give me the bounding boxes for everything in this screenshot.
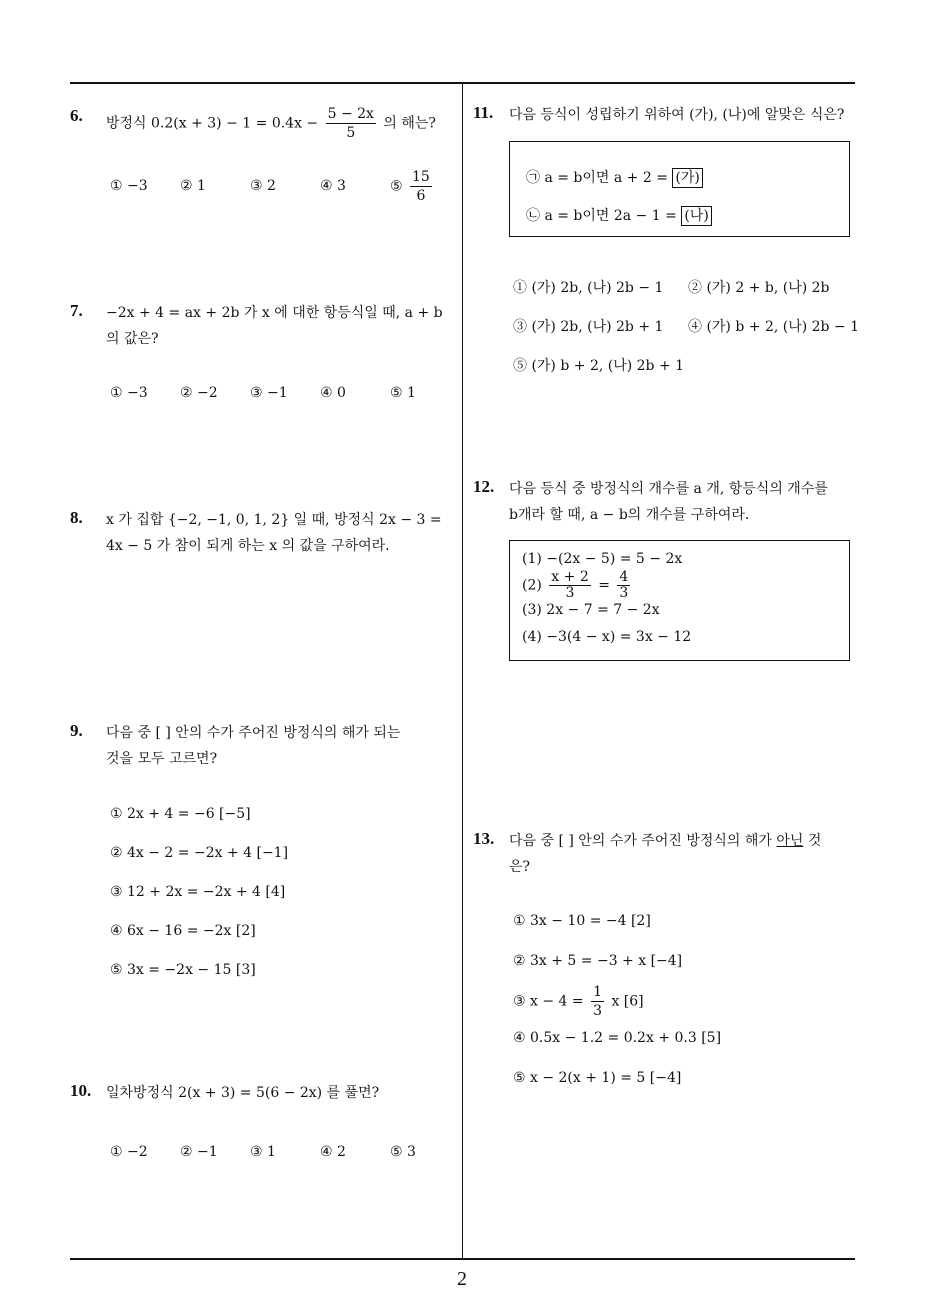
question-number: 9.: [70, 721, 83, 740]
page-number: 2: [457, 1268, 467, 1290]
option-1[interactable]: ① 2x + 4 = −6 [−5]: [110, 806, 251, 822]
question-10: [70, 1080, 461, 1106]
question-text: −2x + 4 = ax + 2b 가 x 에 대한 항등식일 때, a + b: [106, 305, 443, 321]
question-text: 다음 중 [ ] 안의 수가 주어진 방정식의 해가 아닌 것: [509, 833, 822, 849]
equation-1: (1) −(2x − 5) = 5 − 2x: [522, 551, 683, 567]
question-number: 13.: [473, 829, 495, 848]
option-2[interactable]: ② (가) 2 + b, (나) 2b: [688, 280, 830, 296]
equation-2: (2) $\frac{x + 2}{3}$ = $\frac{4}{3}$: [522, 569, 629, 601]
fraction: $\frac{4}{3}$: [619, 569, 629, 601]
option-1[interactable]: ① −3: [110, 385, 148, 401]
bottom-rule: [70, 1258, 855, 1260]
option-5[interactable]: ⑤ x − 2(x + 1) = 5 [−4]: [513, 1070, 682, 1086]
fraction: $\frac{15}{6}$: [412, 169, 430, 204]
question-text: 일차방정식 2(x + 3) = 5(6 − 2x) 를 풀면?: [106, 1085, 380, 1101]
question-number: 8.: [70, 508, 83, 527]
option-4[interactable]: ④ 3: [320, 178, 346, 194]
fraction: $\frac{1}{3}$: [593, 984, 602, 1019]
option-2[interactable]: ② 1: [180, 178, 206, 194]
question-text: x 가 집합 {−2, −1, 0, 1, 2} 일 때, 방정식 2x − 3 =: [106, 512, 442, 528]
condition-box: [509, 141, 850, 237]
box-line-1: ㉠ a = b이면 a + 2 = (가): [526, 167, 703, 188]
option-4[interactable]: ④ 6x − 16 = −2x [2]: [110, 923, 256, 939]
question-13: [473, 828, 864, 880]
option-5[interactable]: ⑤ (가) b + 2, (나) 2b + 1: [513, 358, 685, 374]
question-12: [473, 476, 864, 528]
question-text: 의 해는?: [383, 115, 436, 132]
option-5[interactable]: ⑤ $\frac{15}{6}$: [390, 169, 430, 204]
question-text: 4x − 5 가 참이 되게 하는 x 의 값을 구하여라.: [106, 538, 390, 554]
option-1[interactable]: ① −3: [110, 178, 148, 194]
question-number: 10.: [70, 1081, 92, 1100]
option-1[interactable]: ① 3x − 10 = −4 [2]: [513, 913, 651, 929]
question-text: 것을 모두 고르면?: [106, 751, 218, 767]
fraction: $\frac{x + 2}{3}$: [551, 569, 589, 601]
question-number: 12.: [473, 477, 495, 496]
blank-tag: (가): [672, 168, 702, 188]
option-2[interactable]: ② 3x + 5 = −3 + x [−4]: [513, 953, 683, 969]
question-6: [70, 105, 456, 142]
option-5[interactable]: ⑤ 3: [390, 1144, 416, 1160]
question-11: [473, 102, 859, 128]
equation-4: (4) −3(4 − x) = 3x − 12: [522, 629, 692, 645]
question-text: b개라 할 때, a − b의 개수를 구하여라.: [509, 507, 750, 523]
option-3[interactable]: ③ (가) 2b, (나) 2b + 1: [513, 319, 664, 335]
question-number: 11.: [473, 103, 494, 122]
fraction: $\frac{5 - 2x}{5}$: [327, 106, 374, 141]
option-3[interactable]: ③ 1: [250, 1144, 276, 1160]
option-4[interactable]: ④ 0: [320, 385, 346, 401]
question-text: 의 값은?: [106, 331, 159, 347]
option-3[interactable]: ③ 12 + 2x = −2x + 4 [4]: [110, 884, 286, 900]
question-text: 다음 중 [ ] 안의 수가 주어진 방정식의 해가 되는: [106, 725, 401, 741]
question-text: 다음 등식 중 방정식의 개수를 a 개, 항등식의 개수를: [509, 481, 828, 497]
question-number: 7.: [70, 301, 83, 320]
question-text: 은?: [509, 859, 531, 875]
option-4[interactable]: ④ 0.5x − 1.2 = 0.2x + 0.3 [5]: [513, 1030, 722, 1046]
option-4[interactable]: ④ 2: [320, 1144, 346, 1160]
question-8: [70, 507, 461, 559]
option-3[interactable]: ③ 2: [250, 178, 276, 194]
option-2[interactable]: ② −1: [180, 1144, 218, 1160]
option-1[interactable]: ① −2: [110, 1144, 148, 1160]
question-text: 방정식 0.2(x + 3) − 1 = 0.4x −: [106, 115, 319, 132]
option-3[interactable]: ③ x − 4 = $\frac{1}{3}$ x [6]: [513, 984, 644, 1019]
equations-box: [509, 540, 850, 661]
emphasis-underline: 아닌: [776, 833, 804, 849]
option-5[interactable]: ⑤ 3x = −2x − 15 [3]: [110, 962, 256, 978]
option-3[interactable]: ③ −1: [250, 385, 288, 401]
option-2[interactable]: ② 4x − 2 = −2x + 4 [−1]: [110, 845, 289, 861]
option-5[interactable]: ⑤ 1: [390, 385, 416, 401]
question-9: [70, 720, 461, 772]
question-7: [70, 300, 461, 352]
box-line-2: ㉡ a = b이면 2a − 1 = (나): [526, 205, 712, 226]
question-text: 다음 등식이 성립하기 위하여 (가), (나)에 알맞은 식은?: [509, 107, 845, 123]
option-1[interactable]: ① (가) 2b, (나) 2b − 1: [513, 280, 664, 296]
equation-3: (3) 2x − 7 = 7 − 2x: [522, 602, 660, 618]
option-4[interactable]: ④ (가) b + 2, (나) 2b − 1: [688, 319, 860, 335]
question-number: 6.: [70, 106, 83, 125]
column-divider: [462, 84, 463, 1259]
option-2[interactable]: ② −2: [180, 385, 218, 401]
blank-tag: (나): [681, 206, 711, 226]
